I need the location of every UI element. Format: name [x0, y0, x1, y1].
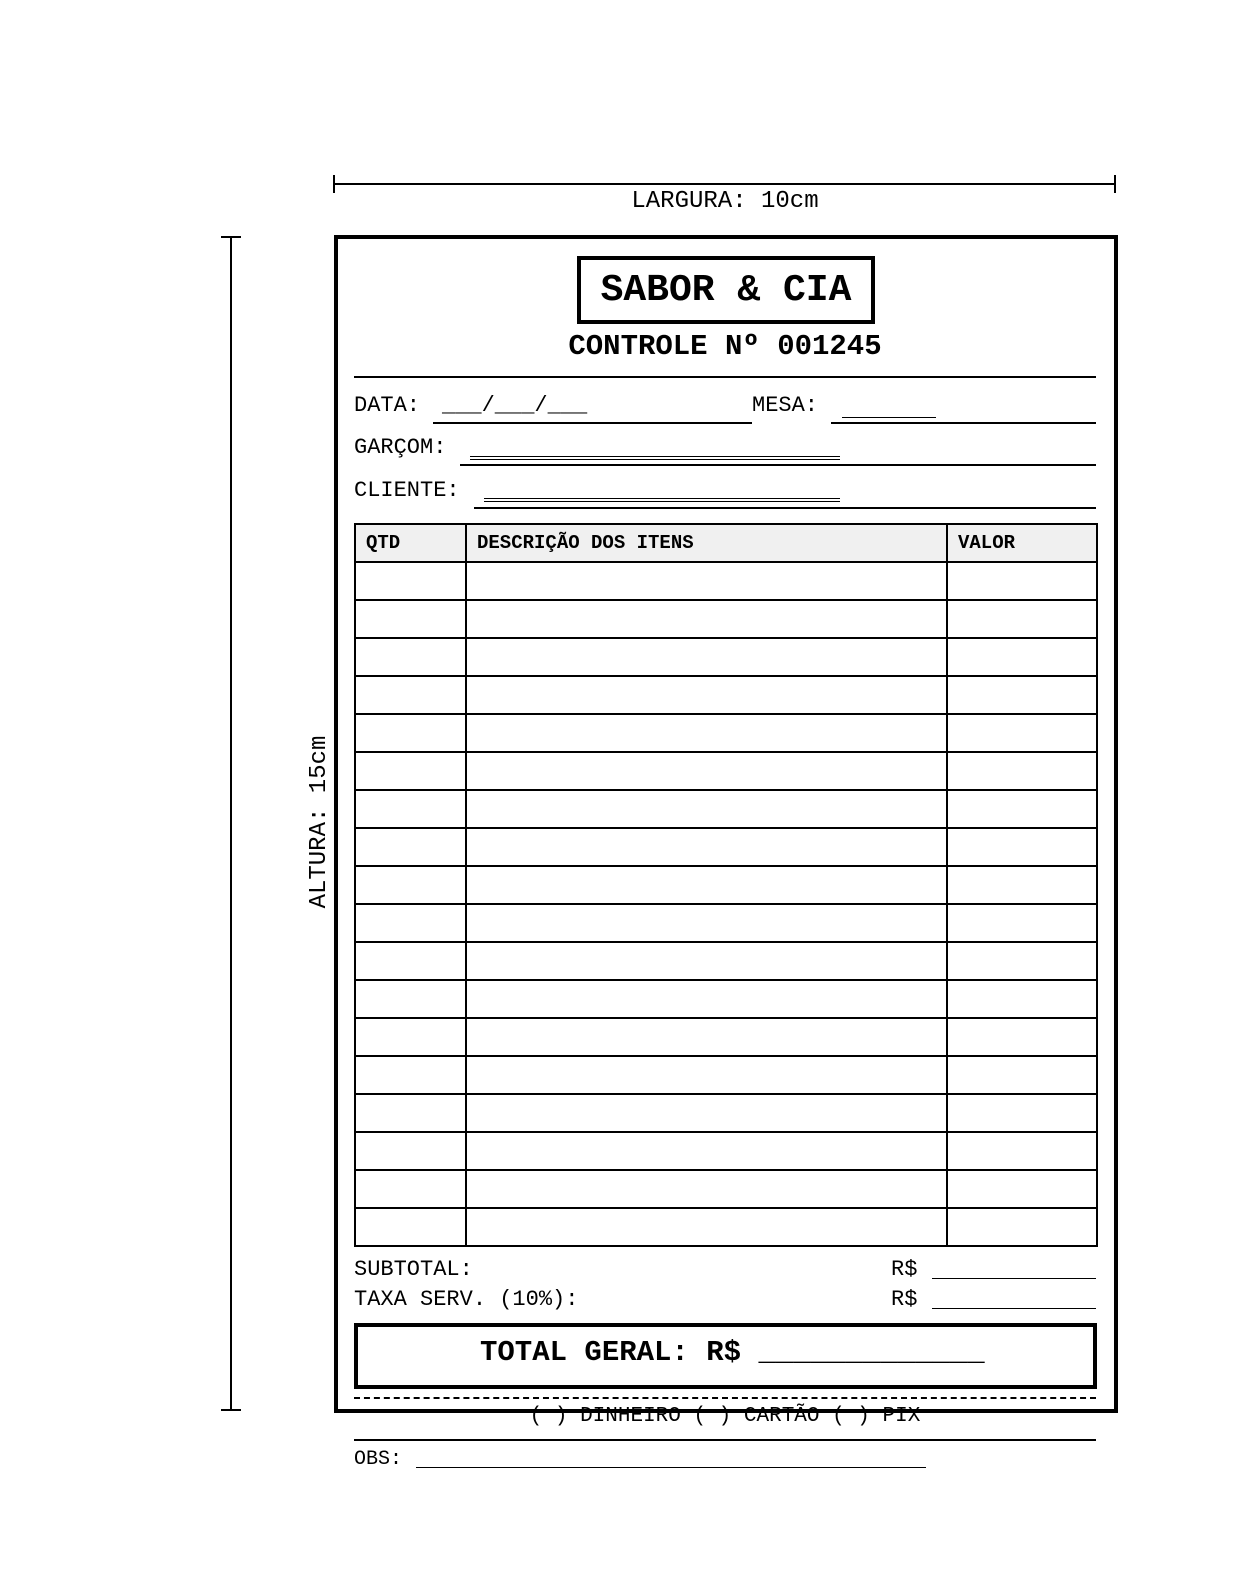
value-cell[interactable] [947, 1094, 1097, 1132]
table-row [355, 714, 1097, 752]
items-table-body [355, 562, 1097, 1246]
value-cell[interactable] [947, 638, 1097, 676]
description-cell[interactable] [466, 1018, 947, 1056]
description-cell[interactable] [466, 638, 947, 676]
date-label: DATA: [354, 393, 421, 418]
value-cell[interactable] [947, 1132, 1097, 1170]
table-row [355, 638, 1097, 676]
description-cell[interactable] [466, 752, 947, 790]
qtd-cell[interactable] [355, 676, 466, 714]
value-cell[interactable] [947, 1056, 1097, 1094]
value-cell[interactable] [947, 980, 1097, 1018]
service-fee-label: TAXA SERV. (10%): [354, 1287, 579, 1312]
table-row [355, 828, 1097, 866]
table-label: MESA: [752, 393, 819, 418]
table-row [355, 942, 1097, 980]
value-cell[interactable] [947, 752, 1097, 790]
qtd-cell[interactable] [355, 790, 466, 828]
customer-field[interactable] [474, 507, 1096, 509]
height-dimension-line [230, 236, 232, 1410]
items-table-header-row [355, 524, 1097, 562]
description-cell[interactable] [466, 1208, 947, 1246]
date-field[interactable] [433, 422, 752, 424]
description-cell[interactable] [466, 866, 947, 904]
table-row [355, 904, 1097, 942]
table-number-field[interactable] [831, 422, 1096, 424]
description-cell[interactable] [466, 714, 947, 752]
table-row [355, 866, 1097, 904]
value-cell[interactable] [947, 562, 1097, 600]
qtd-cell[interactable] [355, 1170, 466, 1208]
subtotal-label: SUBTOTAL: [354, 1257, 473, 1282]
qtd-cell[interactable] [355, 600, 466, 638]
width-dimension-line [334, 183, 1116, 185]
brand-name: SABOR & CIA [600, 268, 852, 312]
table-row [355, 676, 1097, 714]
brand-logo-box [577, 256, 875, 324]
description-cell[interactable] [466, 1056, 947, 1094]
width-dimension-label: LARGURA: 10cm [631, 188, 819, 215]
qtd-cell[interactable] [355, 1018, 466, 1056]
column-header-description: DESCRIÇÃO DOS ITENS [466, 524, 947, 562]
height-dimension-tick-bottom [221, 1409, 241, 1411]
height-dimension-tick-top [221, 236, 241, 238]
waiter-field[interactable] [460, 464, 1096, 466]
qtd-cell[interactable] [355, 866, 466, 904]
table-row [355, 752, 1097, 790]
subtotal-currency: R$ [891, 1257, 918, 1282]
customer-label: CLIENTE: [354, 478, 460, 503]
table-row [355, 1170, 1097, 1208]
description-cell[interactable] [466, 562, 947, 600]
service-fee-field[interactable] [932, 1308, 1096, 1309]
table-row [355, 1132, 1097, 1170]
column-header-value: VALOR [947, 524, 1097, 562]
description-cell[interactable] [466, 1132, 947, 1170]
qtd-cell[interactable] [355, 562, 466, 600]
height-dimension-label: ALTURA: 15cm [306, 735, 333, 909]
control-number: CONTROLE Nº 001245 [568, 330, 882, 363]
description-cell[interactable] [466, 828, 947, 866]
cut-line [354, 1397, 1096, 1399]
customer-underline-inner-2 [484, 501, 840, 502]
grand-total-text[interactable]: TOTAL GERAL: R$ _____________ [480, 1336, 985, 1369]
service-fee-currency: R$ [891, 1287, 918, 1312]
qtd-cell[interactable] [355, 1056, 466, 1094]
value-cell[interactable] [947, 866, 1097, 904]
value-cell[interactable] [947, 790, 1097, 828]
obs-label: OBS: [354, 1448, 403, 1471]
qtd-cell[interactable] [355, 638, 466, 676]
description-cell[interactable] [466, 600, 947, 638]
description-cell[interactable] [466, 676, 947, 714]
table-row [355, 1094, 1097, 1132]
description-cell[interactable] [466, 980, 947, 1018]
value-cell[interactable] [947, 714, 1097, 752]
qtd-cell[interactable] [355, 828, 466, 866]
date-placeholder: ___/___/___ [442, 393, 588, 418]
customer-underline-inner-1 [484, 498, 840, 499]
table-row [355, 1056, 1097, 1094]
description-cell[interactable] [466, 904, 947, 942]
table-row [355, 790, 1097, 828]
qtd-cell[interactable] [355, 1208, 466, 1246]
items-table [354, 523, 1098, 1247]
qtd-cell[interactable] [355, 1132, 466, 1170]
value-cell[interactable] [947, 942, 1097, 980]
description-cell[interactable] [466, 790, 947, 828]
value-cell[interactable] [947, 600, 1097, 638]
value-cell[interactable] [947, 1170, 1097, 1208]
payment-options[interactable]: ( ) DINHEIRO ( ) CARTÃO ( ) PIX [529, 1405, 921, 1428]
obs-separator [354, 1439, 1096, 1441]
value-cell[interactable] [947, 828, 1097, 866]
obs-field[interactable] [416, 1467, 926, 1468]
header-separator [354, 376, 1096, 378]
value-cell[interactable] [947, 904, 1097, 942]
table-row [355, 600, 1097, 638]
waiter-label: GARÇOM: [354, 435, 447, 460]
table-row [355, 1018, 1097, 1056]
table-row [355, 1208, 1097, 1246]
waiter-underline-inner-1 [470, 456, 840, 457]
qtd-cell[interactable] [355, 714, 466, 752]
value-cell[interactable] [947, 1208, 1097, 1246]
description-cell[interactable] [466, 942, 947, 980]
value-cell[interactable] [947, 676, 1097, 714]
value-cell[interactable] [947, 1018, 1097, 1056]
qtd-cell[interactable] [355, 942, 466, 980]
qtd-cell[interactable] [355, 1094, 466, 1132]
qtd-cell[interactable] [355, 752, 466, 790]
qtd-cell[interactable] [355, 904, 466, 942]
qtd-cell[interactable] [355, 980, 466, 1018]
table-underline-inner [842, 417, 936, 418]
description-cell[interactable] [466, 1170, 947, 1208]
description-cell[interactable] [466, 1094, 947, 1132]
waiter-underline-inner-2 [470, 459, 840, 460]
table-row [355, 562, 1097, 600]
column-header-qtd: QTD [355, 524, 466, 562]
subtotal-field[interactable] [932, 1278, 1096, 1279]
table-row [355, 980, 1097, 1018]
